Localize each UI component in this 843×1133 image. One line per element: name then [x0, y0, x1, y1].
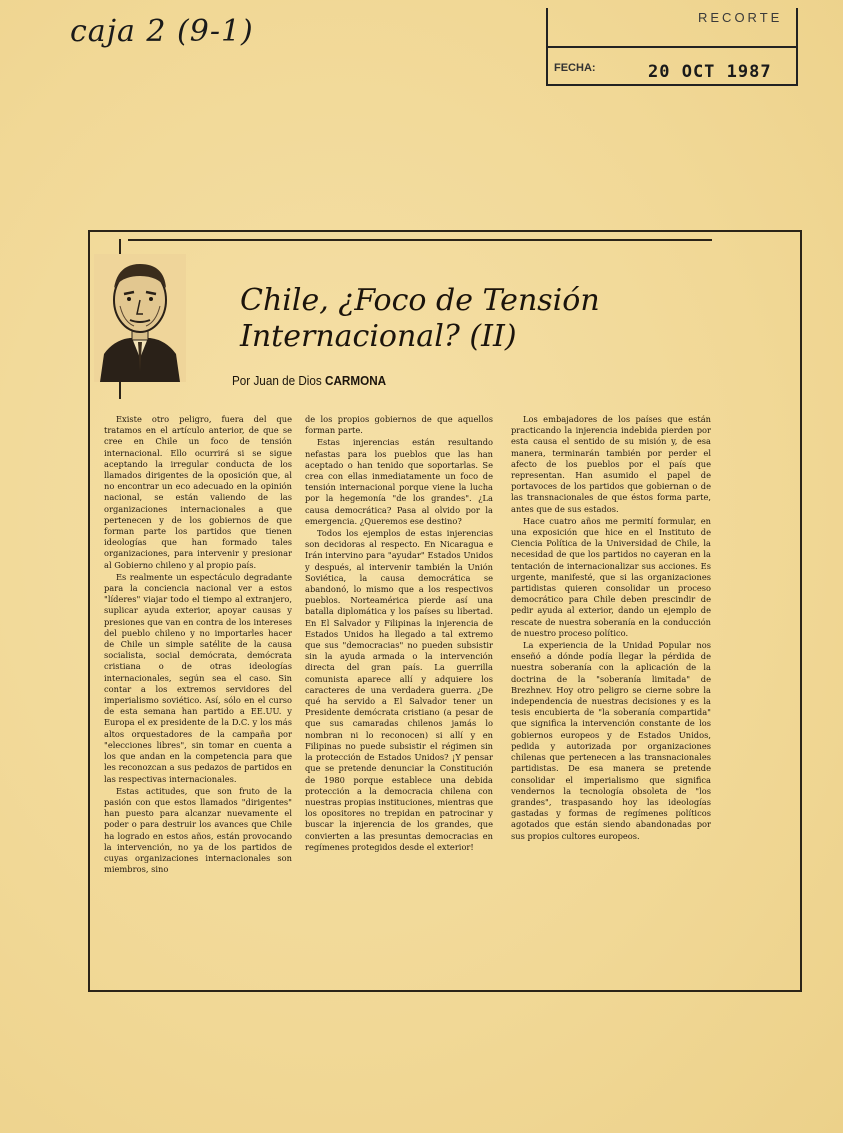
paragraph: Los embajadores de los países que están practicando la injerencia indebida pierden por esta causa el sentido de su misión y, de esa manera, terminarán también por perder el afecto de los pueblos por el país que representan. Han asumido el papel de portavoces de los partidos que gobiernan o de las transnacionales de que éstos forma parte, antes que de sus estados. [511, 414, 711, 514]
paragraph: Hace cuatro años me permití formular, en una exposición que hice en el Instituto de Ciencia Política de la Universidad de Chile, la necesidad de que los partidos no cayeran en la tentación de internacionalizar sus acciones. Es urgente, manifesté, que si las organizaciones partidistas quieren consolidar un proceso democrático para Chile deben prescindir de pedir ayuda al exterior, dando un ejemplo de rescate de nuestra soberanía en la conducción de nuestro proceso político. [511, 515, 711, 638]
byline-prefix: Por Juan de Dios [232, 373, 322, 388]
archive-date-stamp [546, 8, 798, 86]
stamp-header: RECORTE [698, 10, 783, 25]
byline-surname: CARMONA [325, 373, 387, 388]
stamp-date-label: FECHA: [554, 62, 596, 74]
paragraph: Estas actitudes, que son fruto de la pasión con que estos llamados "dirigentes" han puesto para alcanzar nuevamente el poder o para destruir los avances que Chile ha logrado en estos años, están provocando la intervención, no ya de los partidos de cuyas organizaciones internacionales son miembros, sino [104, 785, 292, 875]
clipping-rule-top [128, 239, 712, 241]
stamp-divider [548, 46, 796, 48]
article-title: Chile, ¿Foco de Tensión Internacional? (II) [240, 283, 600, 354]
article-byline [232, 373, 386, 388]
paragraph: La experiencia de la Unidad Popular nos enseñó a dónde podía llegar la pérdida de nuestra soberanía con la aplicación de la doctrina de la "soberanía limitada" de Brezhnev. Hoy otro peligro se cierne sobre la independencia de nuestras decisiones y es la tesis encubierta de "la soberanía compartida" que significa la intervención constante de los gobiernos europeos y de Estados Unidos, pedida y autorizada por organizaciones chilenas que pertenecen a las transnacionales partidistas. De esa manera se pretende consolidar el imperialismo que significa vendernos la tecnología obsoleta de "los grandes", traspasando hoy las ideologías gastadas y formas de regímenes políticos agotados que están siendo abandonadas por sus propios cultores europeos. [511, 640, 711, 841]
author-portrait [94, 254, 186, 382]
article-column-2 [305, 414, 493, 853]
paragraph: Estas injerencias están resultando nefastas para los pueblos que las han aceptado o han tenido que soportarlas. Se crea con ellas inmediatamente un foco de tensión internacional porque viene la lucha por la hegemonía "de los grandes". ¿La causa democrática? Pasa al olvido por la emergencia. ¿Queremos ese destino? [305, 437, 493, 526]
handwritten-box-note: caja 2 (9-1) [70, 14, 254, 49]
article-column-3 [511, 414, 711, 842]
stamp-date: 20 OCT 1987 [648, 62, 772, 82]
paragraph: Todos los ejemplos de estas injerencias son decidoras al respecto. En Nicaragua e Irán intervino para "ayudar" Estados Unidos y después, al intervenir también la Unión Soviética, la causa democrática se abandonó, lo mismo que a los respectivos pueblos. Norteamérica pierde así una batalla diplomática y los países su libertad. En El Salvador y Filipinas la injerencia de Estados Unidos ha llegado a tal extremo que sus "democracias" no pueden subsistir sin la ayuda armada o la intervención directa del gran país. La guerrilla comunista aparece allí y adquiere los caracteres de una verdadera guerra. ¿De qué ha servido a El Salvador tener un Presidente demócrata cristiano (a pesar de que sus camaradas chilenos jamás lo nombran ni lo reconocen) si allí y en Filipinas no puede subsistir el régimen sin la protección de Estados Unidos? ¡Y pensar que se pretende denunciar la Constitución de 1980 porque establece una debida protección a la democracia chilena con nuestras propias instituciones, mientras que los opositores no trepidan en patrocinar y buscar la injerencia de los grandes, que convierten a las presuntas democracias en regímenes protegidos desde el exterior! [305, 528, 493, 852]
paragraph: de los propios gobiernos de que aquellos forman parte. [305, 414, 493, 436]
article-column-1 [104, 414, 292, 875]
paragraph: Es realmente un espectáculo degradante para la conciencia nacional ver a estos "líderes" viajar todo el tiempo al extranjero, suplicar ayuda exterior, apoyar causas y presiones que van en contra de los intereses del pueblo chileno y no importarles hacer de Chile un simple satélite de la causa socialista, social demócrata, demócrata cristiana o de otras ideologías internacionales, según sea el caso. Sin contar a los extremos servidores del imperialismo soviético. Así, sólo en el curso de esta semana han partido a EE.UU. y Europa el ex presidente de la D.C. y los más altos orquestadores de la campaña por "elecciones libres", sin tomar en cuenta a los que andan en la competencia para que les reconozcan a sus pedazos de partidos en las respectivas internacionales. [104, 571, 292, 784]
paragraph: Existe otro peligro, fuera del que tratamos en el artículo anterior, de que se cree en Chile un foco de tensión internacional. Ello ocurrirá si se sigue aceptando la irregular conducta de los llamados dirigentes de la oposición que, al no encontrar un eco adecuado en la opinión nacional, se están valiendo de las organizaciones internacionales a que pertenecen y de los gobiernos de que forman parte los partidos que tienen ideologías que han formado tales organizaciones, para intervenir y presionar al Gobierno chileno y al propio país. [104, 414, 292, 570]
